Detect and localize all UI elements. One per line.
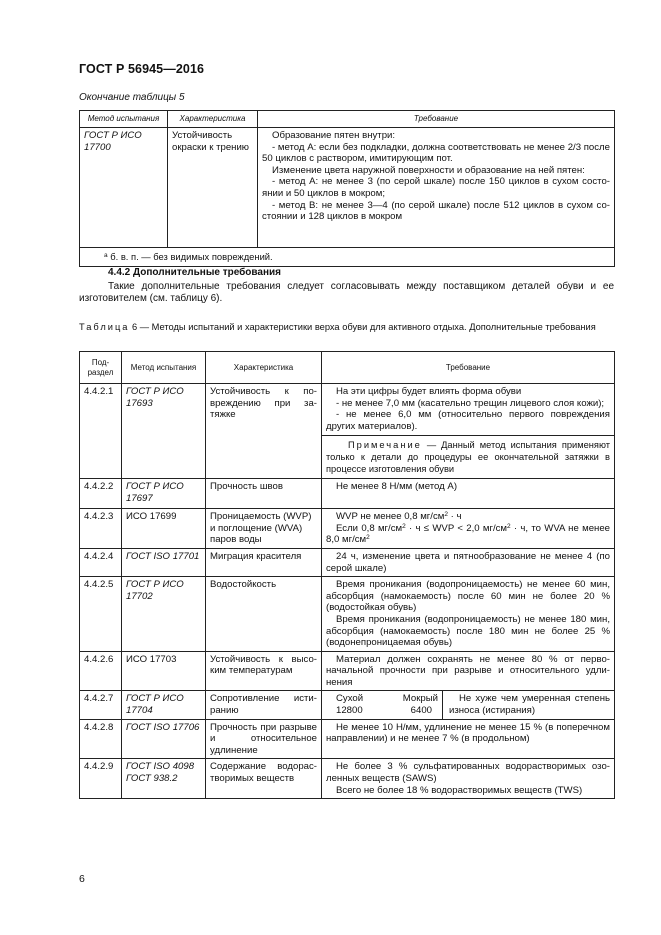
table5-method-cell: ГОСТ Р ИСО 17700: [80, 128, 168, 248]
wear-text: Не хуже чем умеренная степень износа (истирания): [442, 691, 610, 718]
page-number: 6: [79, 873, 85, 885]
table6: [79, 351, 615, 799]
method-cell: ГОСТ ISO 17706: [122, 719, 206, 759]
subsection-cell: 4.4.2.8: [80, 719, 122, 759]
table5-col-characteristic: Характеристика: [168, 111, 258, 128]
wvp-text: · ч: [448, 511, 462, 523]
wvp-text: WVP не менее 0,8 мг/см: [336, 511, 445, 523]
footnote-text: б. в. п. — без видимых повреждений.: [110, 251, 273, 262]
abrasion-split: [326, 693, 610, 716]
requirement-cell: [322, 759, 615, 799]
method-cell: ИСО 17703: [122, 651, 206, 691]
table-row: [80, 548, 615, 576]
characteristic-cell: Прочность швов: [206, 479, 322, 509]
table-row: [80, 384, 615, 479]
method-cell: ГОСТ Р ИСО 17702: [122, 577, 206, 652]
footnote-mark: a: [104, 252, 108, 259]
table5-footnote: [80, 248, 615, 267]
table5-footnote-row: [80, 248, 615, 267]
abrasion-labels: [326, 693, 438, 705]
table6-col-characteristic: Характеристика: [206, 352, 322, 384]
characteristic-cell: Проницаемость (WVP) и поглощение (WVA) паров воды: [206, 509, 322, 549]
characteristic-cell: Содержание водорастворимых веществ: [206, 759, 322, 799]
requirement-cell: [322, 509, 615, 549]
method-cell: ГОСТ ISO 4098 ГОСТ 938.2: [122, 759, 206, 799]
table5-header-row: [80, 111, 615, 128]
table-row: [80, 509, 615, 549]
requirement-line: - метод В: не менее 3—4 (по серой шкале) после 512 циклов в сухом состоянии и 128 циклов в мокром: [262, 199, 610, 223]
table-row: [80, 577, 615, 652]
table6-col-requirement: Требование: [322, 352, 615, 384]
note-text: — Данный метод испытания применяют только к детали до процедуры ее окончательной затяжки в процессе изготовления обуви: [326, 440, 610, 474]
requirement-line: 24 ч, изменение цвета и пятнообразование не менее 4 (по серой шкале): [326, 550, 610, 574]
requirement-cell: [322, 577, 615, 652]
requirement-line: - не менее 7,0 мм (касательно трещин лицевого слоя кожи);: [336, 397, 605, 409]
wvp-text: · ч, то WVA не менее 8,0 мг/см: [326, 522, 611, 546]
table-row: [80, 651, 615, 691]
method-cell: ГОСТ Р ИСО 17704: [122, 691, 206, 719]
requirement-line: Не более 3 % сульфатированных водорастворимых озоленных веществ (SAWS): [326, 761, 610, 785]
requirement-line: - не менее 6,0 мм (относительно первого повреждения других материалов).: [326, 409, 610, 432]
table6-caption-text: 6 — Методы испытаний и характеристики верха обуви для активного отдыха. Дополнительные требования: [132, 322, 596, 332]
requirement-line: [326, 511, 610, 523]
table-row: [80, 479, 615, 509]
requirement-cell: [322, 384, 615, 479]
requirement-line: Не менее 10 Н/мм, удлинение не менее 15 % (в поперечном направлении) и не менее 7 % (в продольном): [326, 721, 610, 745]
subsection-cell: 4.4.2.3: [80, 509, 122, 549]
section-paragraph: Такие дополнительные требования следует согласовывать между поставщиком деталей обуви и ее изготовителем (см. таблицу 6).: [79, 281, 614, 305]
wet-label: Мокрый: [402, 693, 438, 705]
requirement-line: - метод А: не менее 3 (по серой шкале) после 150 циклов в сухом состоянии и 50 циклов в мокром;: [262, 176, 610, 199]
requirement-line: Всего не более 18 % водорастворимых веществ (TWS): [336, 784, 583, 796]
subsection-cell: 4.4.2.4: [80, 548, 122, 576]
wvp-text: · ч ≤ WVP < 2,0 мг/см: [405, 522, 508, 534]
requirement-line: На эти цифры будет влиять форма обуви: [336, 386, 522, 397]
characteristic-cell: Устойчивость к высоким температурам: [206, 651, 322, 691]
subsection-cell: 4.4.2.5: [80, 577, 122, 652]
section-heading: 4.4.2 Дополнительные требования: [108, 267, 282, 278]
table-row: [80, 691, 615, 719]
table5-col-method: Метод испытания: [80, 111, 168, 128]
subsection-cell: 4.4.2.1: [80, 384, 122, 479]
characteristic-cell: Прочность при разрыве и относительное удлинение: [206, 719, 322, 759]
requirement-line: [326, 523, 610, 546]
method-cell: ГОСТ Р ИСО 17693: [122, 384, 206, 479]
dry-value: 12800: [336, 705, 363, 717]
requirement-cell: [322, 651, 615, 691]
table5-requirement-cell: [258, 128, 615, 248]
table5-caption: Окончание таблицы 5: [79, 92, 185, 103]
characteristic-cell: Устойчивость к повреждению при затяжке: [206, 384, 322, 479]
characteristic-cell: Миграция красителя: [206, 548, 322, 576]
method-cell: ГОСТ ISO 17701: [122, 548, 206, 576]
table5-characteristic-cell: Устойчивость окраски к трению: [168, 128, 258, 248]
table-row: [80, 128, 615, 248]
requirement-line: Время проникания (водопроницаемость) не менее 180 мин, абсорбция (намокаемость) после 180 мин не более 25 % (водонепроницаемая обувь): [326, 613, 610, 649]
wet-value: 6400: [410, 705, 432, 717]
requirement-note: [322, 435, 614, 478]
requirement-line: Не менее 8 Н/мм (метод А): [336, 481, 458, 493]
subsection-cell: 4.4.2.6: [80, 651, 122, 691]
note-label: Примечание: [348, 440, 422, 451]
table6-col-method: Метод испытания: [122, 352, 206, 384]
method-cell: ИСО 17699: [122, 509, 206, 549]
characteristic-cell: Сопротивление истиранию: [206, 691, 322, 719]
document-standard-header: ГОСТ Р 56945—2016: [79, 62, 205, 76]
requirement-line: Время проникания (водопроницаемость) не менее 60 мин, абсорбция (намокаемость) после 60 мин не более 20 % (водостойкая обувь): [326, 579, 610, 614]
wvp-text: Если 0,8 мг/см: [336, 522, 403, 534]
requirement-cell: [322, 719, 615, 759]
table6-header-row: [80, 352, 615, 384]
subsection-cell: 4.4.2.7: [80, 691, 122, 719]
table6-caption: [79, 322, 614, 334]
requirement-line: Изменение цвета наружной поверхности и образование на ней пятен:: [272, 164, 585, 176]
requirement-cell: [322, 548, 615, 576]
dry-label: Сухой: [336, 693, 364, 705]
table5-col-requirement: Требование: [258, 111, 615, 128]
requirement-line: Материал должен сохранять не менее 80 % от первоначальной прочности при разрыве и относительного удлинения: [326, 653, 610, 688]
subsection-cell: 4.4.2.2: [80, 479, 122, 509]
requirement-line: Образование пятен внутри:: [272, 130, 396, 141]
method-cell: ГОСТ Р ИСО 17697: [122, 479, 206, 509]
table-row: [80, 759, 615, 799]
requirement-cell: [322, 479, 615, 509]
requirement-line: - метод А: если без подкладки, должна соответствовать не менее 2/3 после 50 циклов с раствором, имитирующим пот.: [262, 141, 610, 165]
table-row: [80, 719, 615, 759]
subsection-cell: 4.4.2.9: [80, 759, 122, 799]
characteristic-cell: Водостойкость: [206, 577, 322, 652]
superscript: 2: [444, 511, 448, 519]
superscript: 2: [507, 522, 511, 530]
abrasion-values: [326, 705, 438, 717]
table5: [79, 110, 615, 267]
table6-col-subsection: Под-раздел: [80, 352, 122, 384]
table6-caption-label: Таблица: [79, 322, 130, 332]
requirement-cell: [322, 691, 615, 719]
abrasion-cycles: [326, 693, 442, 716]
superscript: 2: [366, 534, 370, 542]
superscript: 2: [402, 522, 406, 530]
